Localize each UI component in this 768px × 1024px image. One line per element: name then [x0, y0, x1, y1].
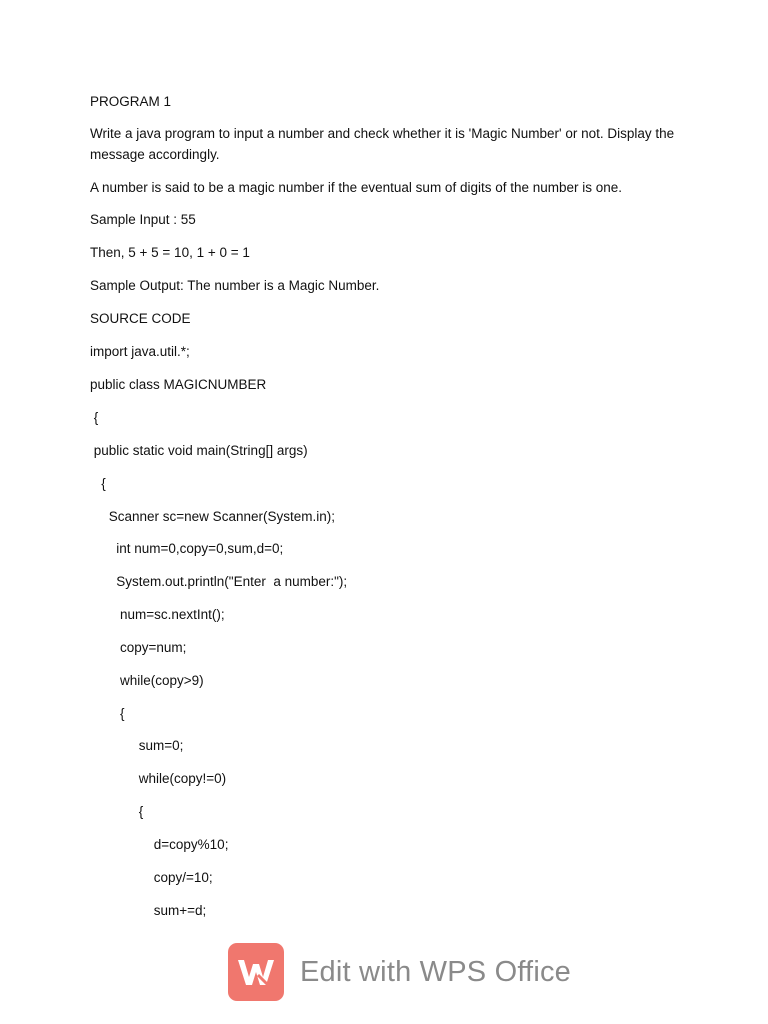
wps-watermark[interactable]: [228, 943, 571, 1001]
code-line: System.out.println("Enter a number:");: [90, 574, 348, 589]
wps-office-logo-icon: [228, 943, 284, 1001]
code-line: sum=0;: [90, 738, 184, 753]
code-line: {: [90, 804, 144, 819]
code-line: public class MAGICNUMBER: [90, 377, 267, 392]
code-line: {: [90, 410, 99, 425]
code-line: sum+=d;: [90, 903, 207, 918]
definition-text: A number is said to be a magic number if the eventual sum of digits of the number is one.: [90, 180, 623, 195]
code-line: Scanner sc=new Scanner(System.in);: [90, 509, 335, 524]
sample-input: Sample Input : 55: [90, 212, 196, 227]
code-line: import java.util.*;: [90, 344, 190, 359]
watermark-text: Edit with WPS Office: [300, 955, 571, 988]
code-line: {: [90, 476, 106, 491]
program-heading: PROGRAM 1: [90, 94, 172, 109]
code-line: while(copy!=0): [90, 771, 227, 786]
code-line: copy=num;: [90, 640, 187, 655]
code-line: public static void main(String[] args): [90, 443, 308, 458]
source-code-heading: SOURCE CODE: [90, 311, 191, 326]
code-line: copy/=10;: [90, 870, 213, 885]
question-text: Write a java program to input a number and check whether it is 'Magic Number' or not. Display the message accordingly.: [90, 126, 675, 162]
code-line: while(copy>9): [90, 673, 204, 688]
code-line: d=copy%10;: [90, 837, 229, 852]
code-line: int num=0,copy=0,sum,d=0;: [90, 541, 284, 556]
sample-output: Sample Output: The number is a Magic Number.: [90, 278, 380, 293]
code-line: num=sc.nextInt();: [90, 607, 225, 622]
explanation-text: Then, 5 + 5 = 10, 1 + 0 = 1: [90, 245, 250, 260]
code-line: {: [90, 706, 125, 721]
